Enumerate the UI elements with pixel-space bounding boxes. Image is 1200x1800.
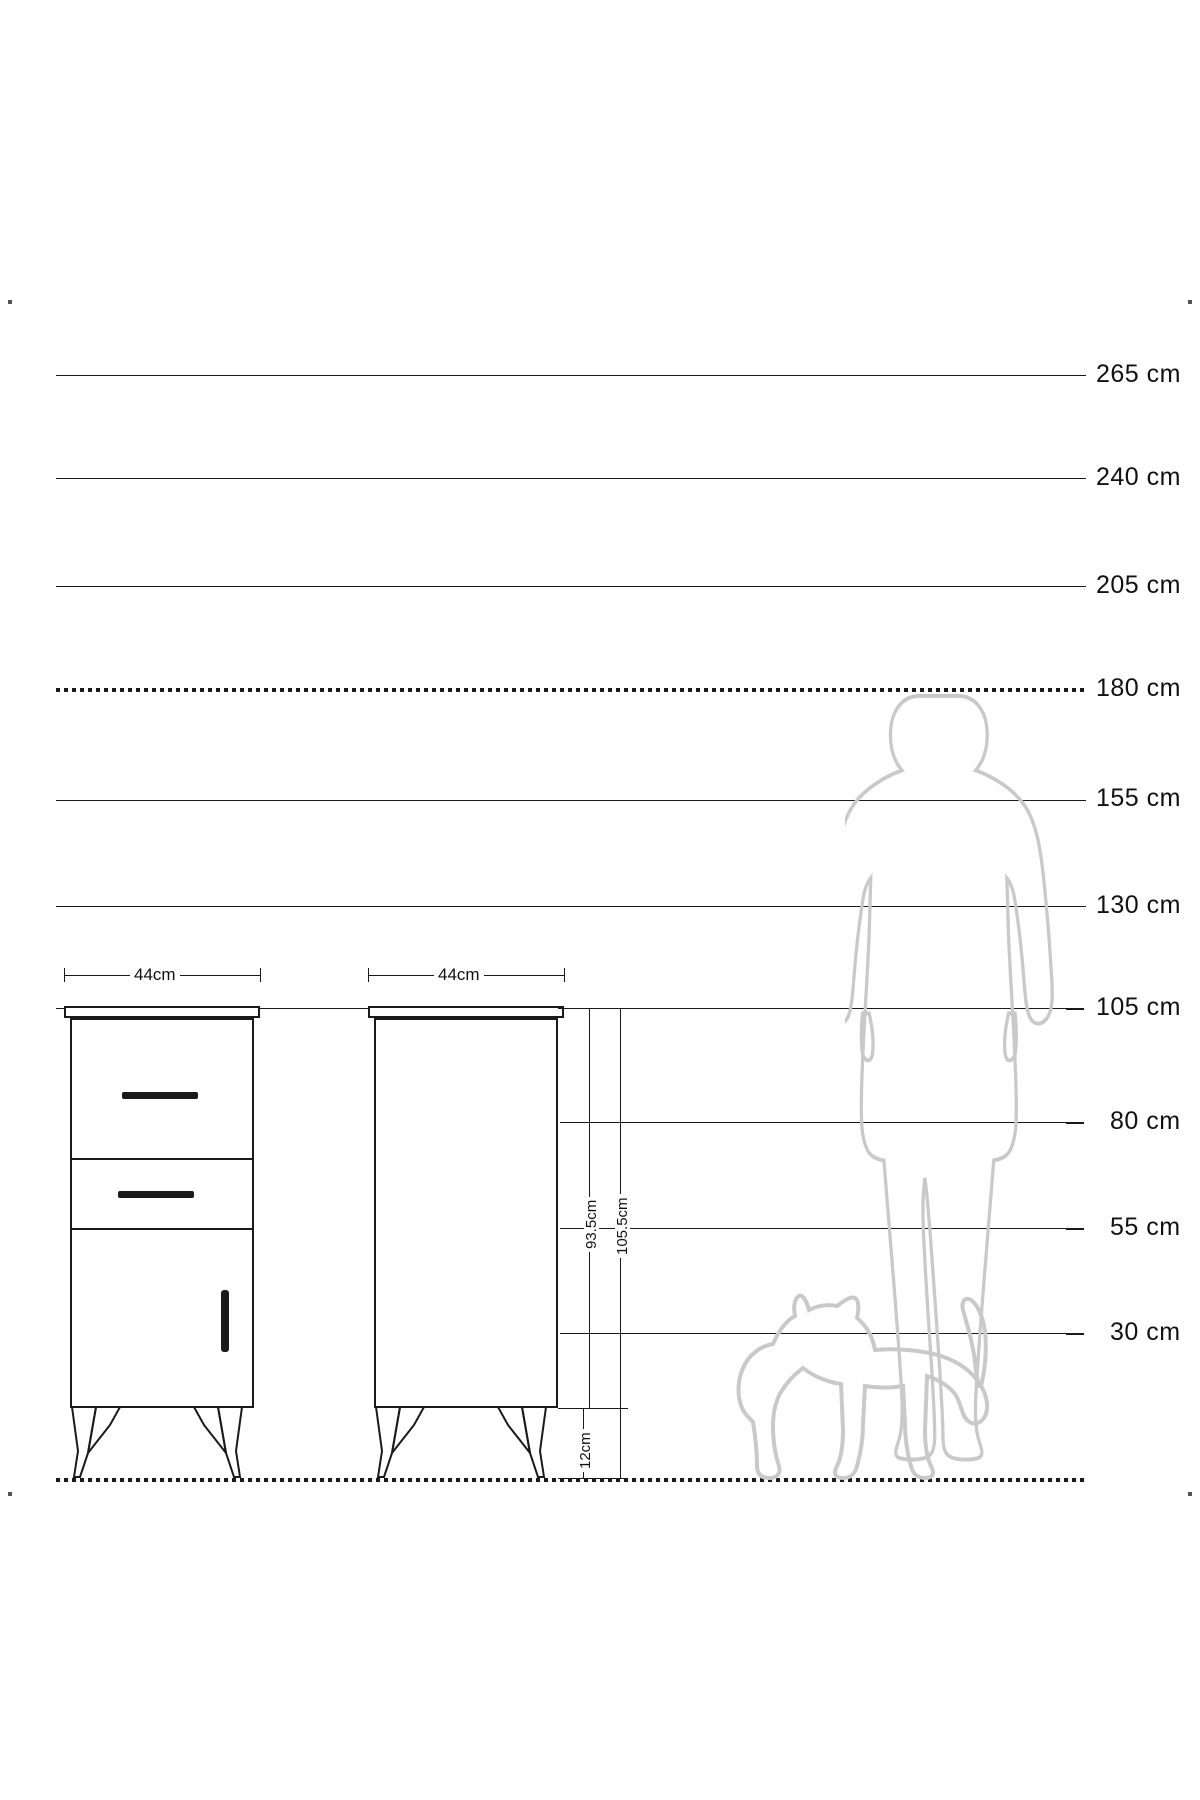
- right-width-cap-end: [564, 968, 565, 982]
- scale-line-265: [56, 375, 1086, 376]
- leg-height-cap-bottom: [576, 1478, 590, 1479]
- right-cabinet-legs: [364, 1405, 574, 1485]
- body-height-label: 93.5cm: [584, 1197, 599, 1252]
- scale-label-155: 155 cm: [1096, 784, 1181, 812]
- scale-label-240: 240 cm: [1096, 463, 1181, 491]
- right-width-label: 44cm: [434, 966, 484, 983]
- corner-mark-top-right: [1188, 300, 1192, 304]
- scale-label-80: 80 cm: [1110, 1107, 1181, 1135]
- scale-line-205: [56, 586, 1086, 587]
- scale-label-30: 30 cm: [1110, 1318, 1181, 1346]
- scale-label-130: 130 cm: [1096, 891, 1181, 919]
- total-height-cap-top: [613, 1008, 627, 1009]
- right-cabinet-body: [374, 1018, 558, 1408]
- body-height-cap-top: [582, 1008, 596, 1009]
- total-height-cap-bottom: [613, 1478, 627, 1479]
- right-cabinet-top-panel: [368, 1006, 564, 1018]
- scale-label-55: 55 cm: [1110, 1213, 1181, 1241]
- scale-label-180: 180 cm: [1096, 674, 1181, 702]
- left-width-cap-start: [64, 968, 65, 982]
- scale-line-240: [56, 478, 1086, 479]
- right-width-cap-start: [368, 968, 369, 982]
- left-cabinet-legs: [60, 1405, 270, 1485]
- left-cabinet-door-handle[interactable]: [221, 1290, 229, 1352]
- leg-height-cap-top: [576, 1408, 590, 1409]
- left-cabinet-drawer-handle-2[interactable]: [118, 1191, 194, 1198]
- leg-height-label: 12cm: [578, 1429, 593, 1472]
- corner-mark-top-left: [8, 300, 12, 304]
- scale-label-205: 205 cm: [1096, 571, 1181, 599]
- corner-mark-bottom-right: [1188, 1492, 1192, 1496]
- left-cabinet-top-panel: [64, 1006, 260, 1018]
- left-cabinet-divider-1: [70, 1158, 254, 1160]
- cat-silhouette-icon: [735, 1290, 995, 1490]
- corner-mark-bottom-left: [8, 1492, 12, 1496]
- scale-label-105: 105 cm: [1096, 993, 1181, 1021]
- left-cabinet-drawer-handle-1[interactable]: [122, 1092, 198, 1099]
- scale-label-265: 265 cm: [1096, 360, 1181, 388]
- left-width-label: 44cm: [130, 966, 180, 983]
- left-cabinet-divider-2: [70, 1228, 254, 1230]
- left-width-cap-end: [260, 968, 261, 982]
- total-height-label: 105.5cm: [615, 1194, 630, 1258]
